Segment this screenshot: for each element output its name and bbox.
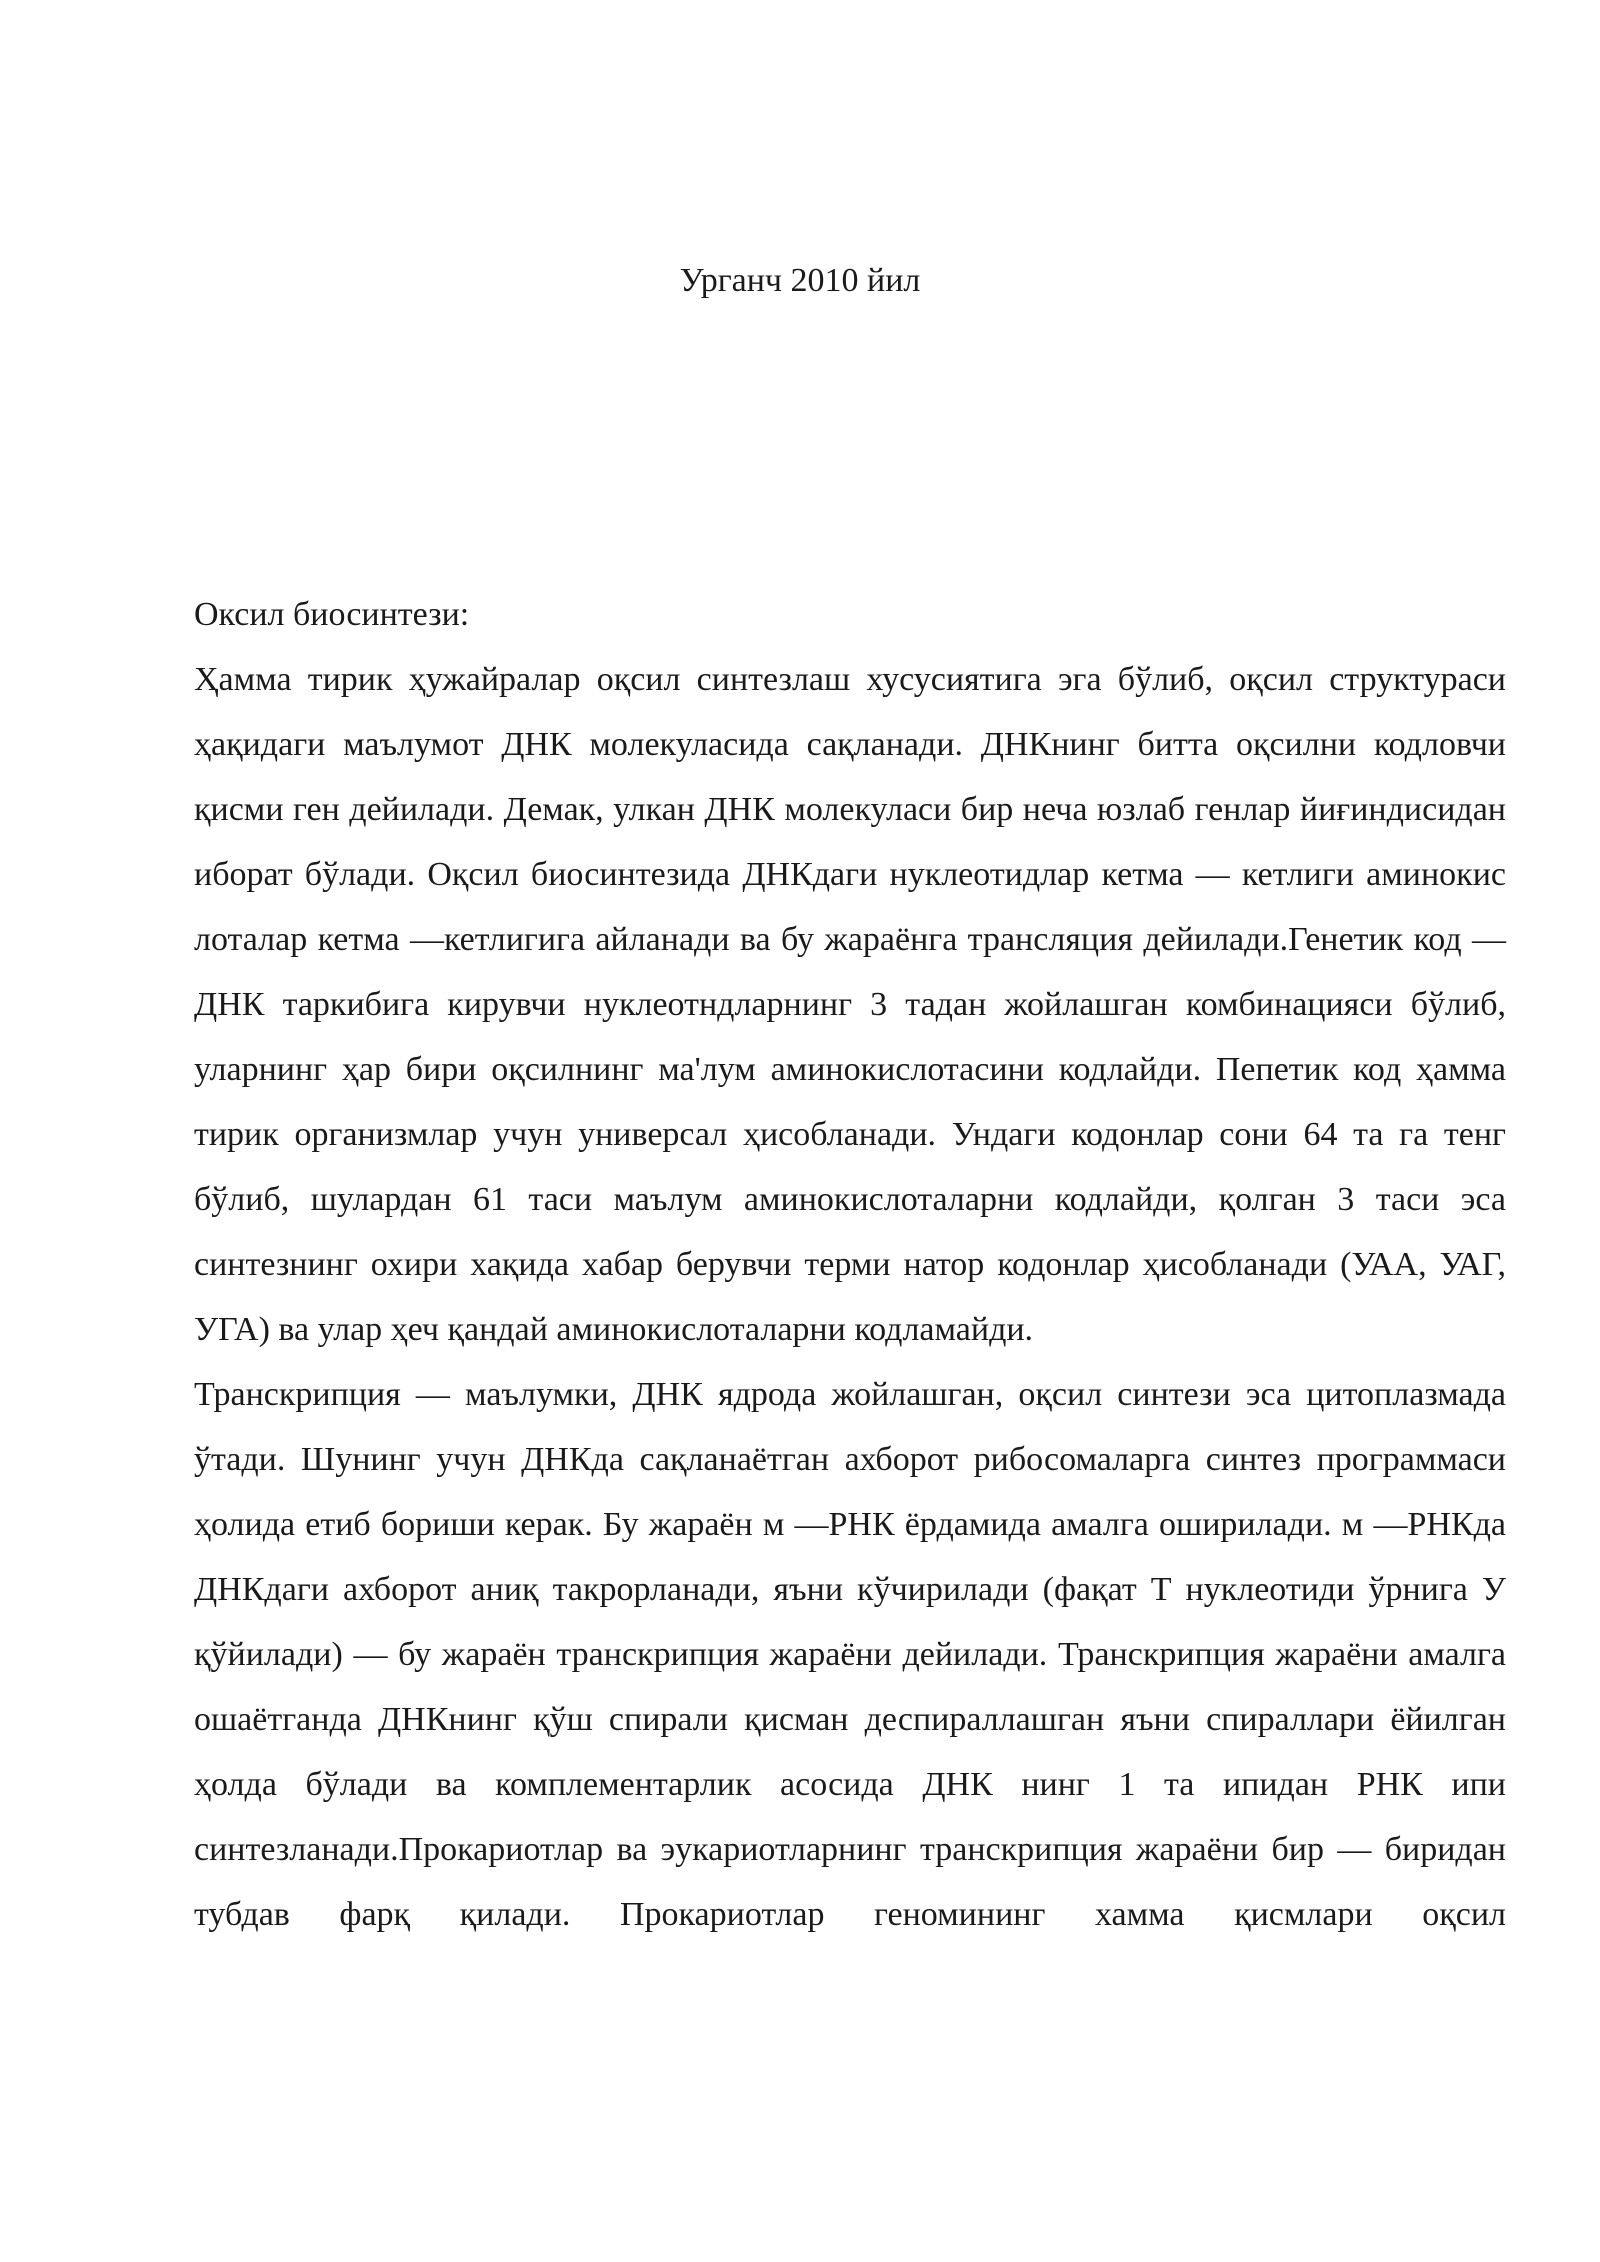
place-year-line: Урганч 2010 йил	[679, 262, 921, 299]
section-heading: Оксил биосинтези:	[194, 596, 470, 633]
paragraph-protein-biosynthesis: Ҳамма тирик ҳужайралар оқсил синтезлаш хусусиятига эга бўлиб, оқсил структураси ҳақидаги маълумот ДНК молекуласида сақланади. ДНКнинг битта оқсилни кодловчи қисми ген дейилади. Демак, улкан ДНК молекуласи бир неча юзлаб генлар йиғиндисидан иборат бўлади. Оқсил биосинтезида ДНКдаги нуклеотидлар кетма — кетлиги аминокис лоталар кетма —кетлигига айланади ва бу жараёнга трансляция дейилади.Генетик код — ДНК таркибига кирувчи нуклеотндларнинг 3 тадан жойлашган комбинацияси бўлиб, уларнинг ҳар бири оқсилнинг ма'лум аминокислотасини кодлайди. Пепетик код ҳамма тирик организмлар учун универсал ҳисобланади. Ундаги кодонлар сони 64 та га тенг бўлиб, шулардан 61 таси маълум аминокислоталарни кодлайди, қолган 3 таси эса синтезнинг охири хақида хабар берувчи терми натор кодонлар ҳисобланади (УАА, УАГ, УГА) ва улар ҳеч қандай аминокислоталарни кодламайди.	[194, 661, 1506, 1348]
document-body	[194, 582, 1506, 1947]
paragraph-transcription: Транскрипция — маълумки, ДНК ядрода жойлашган, оқсил синтези эса цитоплазмада ўтади. Шунинг учун ДНКда сақланаётган ахборот рибосомаларга синтез программаси ҳолида етиб бориши керак. Бу жараён м —РНК ёрдамида амалга оширилади. м —РНКда ДНКдаги ахборот аниқ такрорланади, яъни кўчирилади (фақат Т нуклеотиди ўрнига У қўйилади) — бу жараён транскрипция жараёни дейилади. Транскрипция жараёни амалга ошаётганда ДНКнинг қўш спирали қисман деспираллашган яъни спираллари ёйилган ҳолда бўлади ва комплементарлик асосида ДНК нинг 1 та ипидан РНК ипи синтезланади.Прокариотлар ва эукариотларнинг транскрипция жараёни бир — биридан тубдав фарқ қилади. Прокариотлар геномининг хамма қисмлари оқсил	[194, 1376, 1506, 1933]
